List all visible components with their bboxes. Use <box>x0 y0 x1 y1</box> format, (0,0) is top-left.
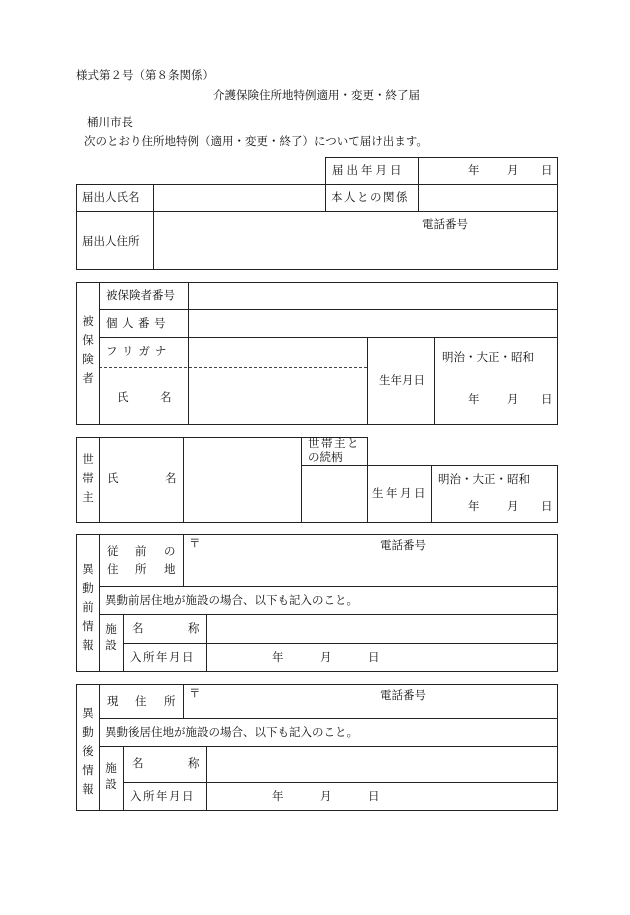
day-label: 日 <box>541 392 553 406</box>
after-address-field[interactable] <box>184 685 557 718</box>
household-relation-label-1: 世帯主と <box>308 436 360 450</box>
insured-name-label-2: 名 <box>160 390 172 404</box>
after-facility-name-label-2: 称 <box>188 756 200 770</box>
relation-label: 本人との関係 <box>331 190 409 204</box>
after-admission-label: 入所年月日 <box>130 789 195 803</box>
intro-text: 次のとおり住所地特例（適用・変更・終了）について届け出ます。 <box>84 134 428 148</box>
year-label: 年 <box>468 163 480 177</box>
after-facility-note: 異動後居住地が施設の場合、以下も記入のこと。 <box>105 725 358 739</box>
before-admission-label: 入所年月日 <box>130 650 195 664</box>
notify-date-field[interactable] <box>419 158 557 184</box>
household-birth-field[interactable] <box>432 466 557 522</box>
day-label: 日 <box>368 789 380 803</box>
before-address-field[interactable] <box>184 535 557 586</box>
after-section-label: 異 動 後 情 報 <box>82 706 94 796</box>
relation-field[interactable] <box>419 185 557 211</box>
household-section-label: 世 帯 主 <box>82 452 94 504</box>
year-label: 年 <box>272 650 284 664</box>
postal-mark-icon: 〒 <box>189 536 201 550</box>
before-admission-field[interactable] <box>207 644 557 671</box>
notifier-name-label: 届出人氏名 <box>82 190 140 204</box>
personal-number-label: 個人番号 <box>106 316 170 330</box>
form-number: 様式第２号（第８条関係） <box>76 68 214 82</box>
after-facility-name-label-1: 名 <box>132 756 144 770</box>
form-title: 介護保険住所地特例適用・変更・終了届 <box>213 88 420 102</box>
month-label: 月 <box>320 789 332 803</box>
household-relation-field[interactable] <box>302 466 367 522</box>
month-label: 月 <box>507 163 519 177</box>
notify-date-label: 届出年月日 <box>332 163 405 177</box>
household-name-label-1: 氏 <box>107 471 119 485</box>
insured-number-field[interactable] <box>189 283 557 309</box>
era-options: 明治・大正・昭和 <box>438 472 530 486</box>
after-admission-field[interactable] <box>207 783 557 810</box>
furigana-label: フリガナ <box>106 344 172 358</box>
month-label: 月 <box>507 392 519 406</box>
notifier-phone-label: 電話番号 <box>422 217 468 231</box>
before-facility-name-label-1: 名 <box>132 621 144 635</box>
before-facility-name-field[interactable] <box>207 615 557 643</box>
insured-birth-label: 生年月日 <box>379 373 425 387</box>
after-facility-label: 施 設 <box>105 761 117 791</box>
year-label: 年 <box>272 789 284 803</box>
postal-mark-icon: 〒 <box>189 686 201 700</box>
before-section-label: 異 動 前 情 報 <box>82 562 94 652</box>
notifier-address-field[interactable] <box>154 212 557 269</box>
insured-birth-field[interactable] <box>435 338 557 424</box>
notifier-address-label: 届出人住所 <box>82 234 140 248</box>
day-label: 日 <box>368 650 380 664</box>
personal-number-field[interactable] <box>189 310 557 337</box>
day-label: 日 <box>541 163 553 177</box>
month-label: 月 <box>507 499 519 513</box>
month-label: 月 <box>320 650 332 664</box>
after-phone-label: 電話番号 <box>380 688 426 702</box>
insured-name-field[interactable] <box>189 368 367 424</box>
insured-number-label: 被保険者番号 <box>106 288 175 302</box>
household-birth-label: 生年月日 <box>372 486 428 500</box>
before-facility-label: 施 設 <box>105 622 117 652</box>
household-relation-label-2: の続柄 <box>308 450 343 464</box>
insured-name-label-1: 氏 <box>117 390 129 404</box>
addressee: 桶川市長 <box>87 115 133 129</box>
year-label: 年 <box>468 499 480 513</box>
insured-section-label: 被 保 険 者 <box>82 314 94 385</box>
furigana-field[interactable] <box>189 338 367 367</box>
before-phone-label: 電話番号 <box>380 538 426 552</box>
household-name-label-2: 名 <box>165 471 177 485</box>
notifier-name-field[interactable] <box>154 185 325 211</box>
era-options: 明治・大正・昭和 <box>442 350 534 364</box>
before-facility-note: 異動前居住地が施設の場合、以下も記入のこと。 <box>105 593 358 607</box>
day-label: 日 <box>541 499 553 513</box>
year-label: 年 <box>468 392 480 406</box>
household-name-field[interactable] <box>184 438 301 522</box>
after-facility-name-field[interactable] <box>207 747 557 782</box>
before-facility-name-label-2: 称 <box>188 621 200 635</box>
